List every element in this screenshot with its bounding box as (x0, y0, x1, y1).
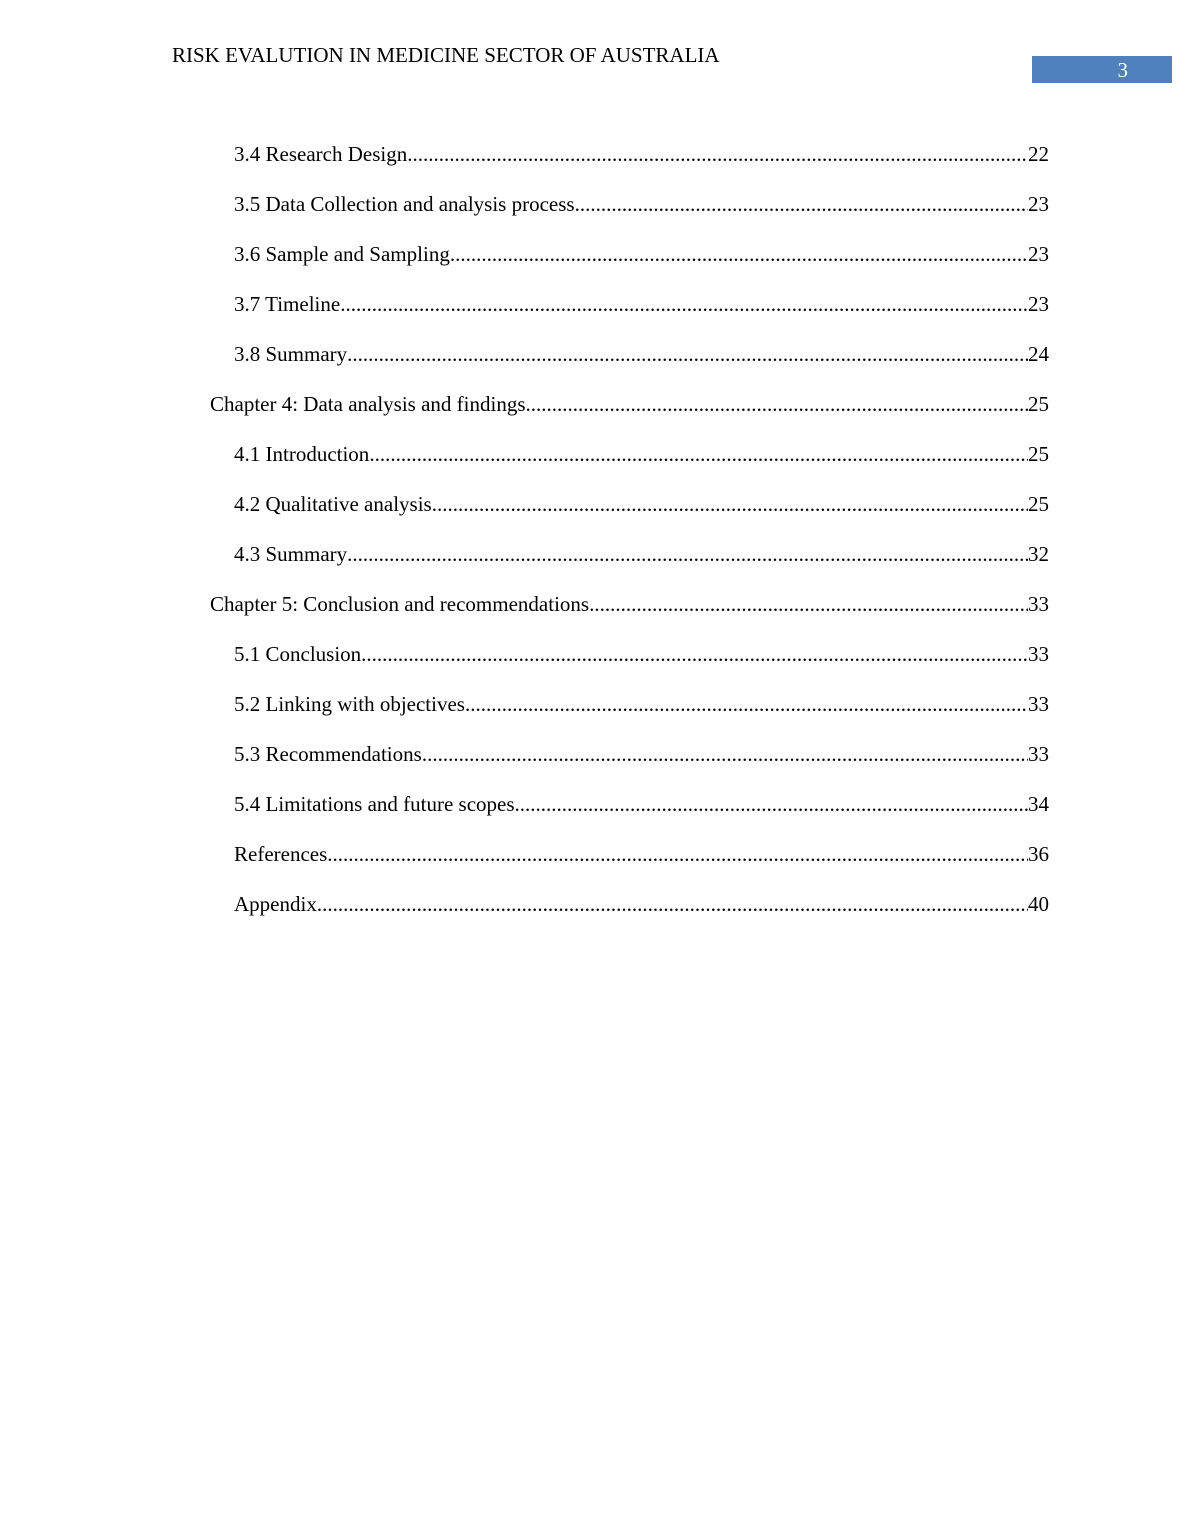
toc-entry-label: 3.4 Research Design (234, 142, 408, 166)
toc-leader-dots (450, 239, 1028, 269)
toc-leader-dots (369, 439, 1028, 469)
toc-entry-page: 25 (1028, 492, 1049, 516)
toc-leader-dots (575, 189, 1028, 219)
toc-leader-dots (515, 789, 1028, 819)
toc-entry[interactable] (234, 439, 1049, 469)
toc-entry[interactable] (210, 389, 1049, 419)
toc-entry[interactable] (234, 889, 1049, 919)
toc-leader-dots (465, 689, 1028, 719)
toc-entry-page: 23 (1028, 192, 1049, 216)
toc-entry[interactable] (234, 239, 1049, 269)
toc-entry-label: References (234, 842, 328, 866)
toc-leader-dots (340, 289, 1028, 319)
toc-entry-label: 5.3 Recommendations (234, 742, 422, 766)
toc-leader-dots (422, 739, 1028, 769)
toc-entry-page: 25 (1028, 392, 1049, 416)
page-number-badge: 3 (1032, 56, 1172, 83)
toc-entry[interactable] (234, 139, 1049, 169)
toc-leader-dots (526, 389, 1028, 419)
toc-entry-label: 4.2 Qualitative analysis (234, 492, 432, 516)
toc-leader-dots (347, 339, 1028, 369)
toc-leader-dots (589, 589, 1028, 619)
toc-entry-page: 33 (1028, 642, 1049, 666)
toc-entry-page: 33 (1028, 592, 1049, 616)
toc-entry-label: 3.5 Data Collection and analysis process (234, 192, 575, 216)
toc-entry-page: 24 (1028, 342, 1049, 366)
toc-leader-dots (432, 489, 1028, 519)
toc-entry-page: 33 (1028, 742, 1049, 766)
toc-entry-page: 23 (1028, 292, 1049, 316)
toc-leader-dots (361, 639, 1028, 669)
toc-entry[interactable] (210, 589, 1049, 619)
toc-entry-page: 33 (1028, 692, 1049, 716)
toc-entry[interactable] (234, 489, 1049, 519)
toc-entry-label: 3.8 Summary (234, 342, 348, 366)
toc-entry-page: 36 (1028, 842, 1049, 866)
toc-entry-page: 22 (1028, 142, 1049, 166)
toc-entry[interactable] (234, 289, 1049, 319)
toc-entry[interactable] (234, 539, 1049, 569)
toc-leader-dots (407, 139, 1028, 169)
toc-entry-page: 25 (1028, 442, 1049, 466)
toc-entry-label: 5.1 Conclusion (234, 642, 362, 666)
toc-entry-label: 3.7 Timeline (234, 292, 341, 316)
toc-entry-label: 5.4 Limitations and future scopes (234, 792, 515, 816)
toc-entry-label: Chapter 5: Conclusion and recommendations (210, 592, 590, 616)
toc-entry[interactable] (234, 839, 1049, 869)
toc-entry[interactable] (234, 739, 1049, 769)
toc-entry-page: 40 (1028, 892, 1049, 916)
toc-entry[interactable] (234, 689, 1049, 719)
toc-leader-dots (347, 539, 1028, 569)
toc-entry-label: 4.3 Summary (234, 542, 348, 566)
toc-entry-page: 32 (1028, 542, 1049, 566)
toc-entry-label: Appendix (234, 892, 317, 916)
running-header: RISK EVALUTION IN MEDICINE SECTOR OF AUSTRALIA (172, 43, 720, 67)
toc-entry-label: Chapter 4: Data analysis and findings (210, 392, 526, 416)
toc-entry-page: 34 (1028, 792, 1049, 816)
toc-leader-dots (327, 839, 1028, 869)
toc-entry-label: 4.1 Introduction (234, 442, 370, 466)
toc-entry-label: 3.6 Sample and Sampling (234, 242, 450, 266)
toc-entry[interactable] (234, 639, 1049, 669)
toc-entry-page: 23 (1028, 242, 1049, 266)
toc-leader-dots (317, 889, 1028, 919)
toc-entry-label: 5.2 Linking with objectives (234, 692, 465, 716)
toc-entry[interactable] (234, 789, 1049, 819)
toc-entry[interactable] (234, 339, 1049, 369)
toc-entry[interactable] (234, 189, 1049, 219)
